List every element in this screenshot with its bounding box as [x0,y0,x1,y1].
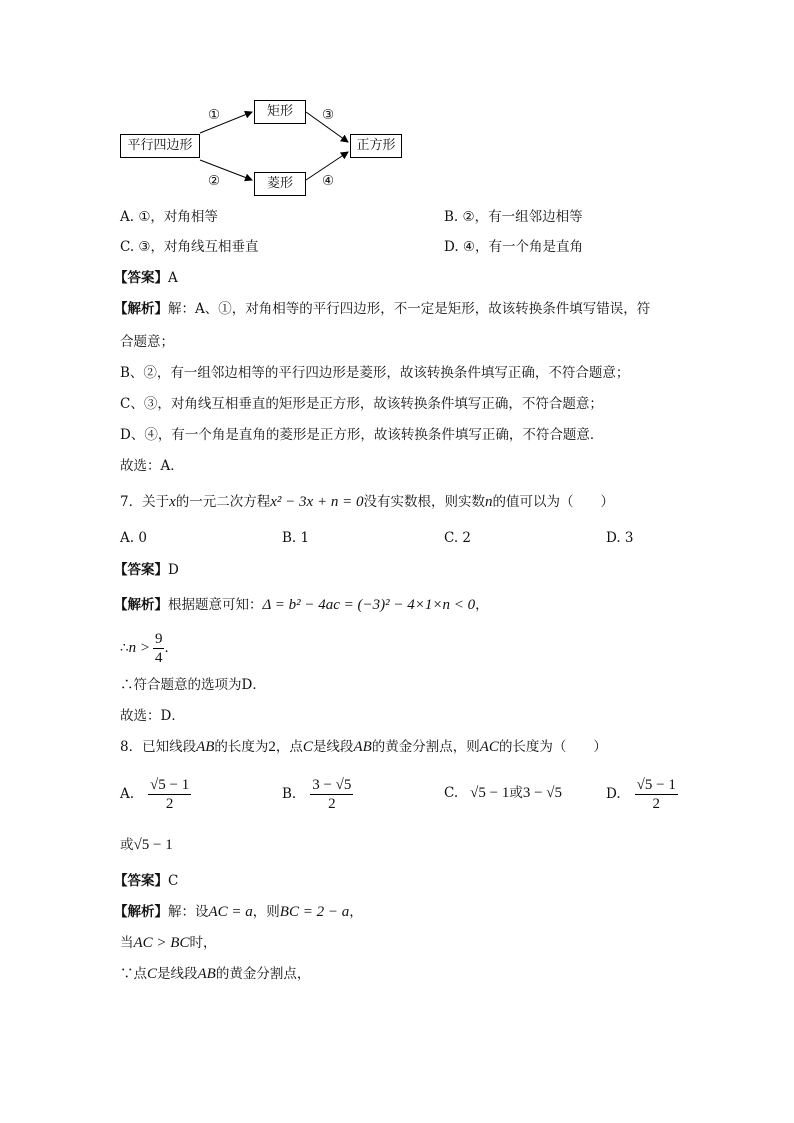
box-rectangle: 矩形 [254,100,306,124]
q7-analysis: 【解析】根据题意可知：Δ = b² − 4ac = (−3)² − 4×1×n < 0， [114,597,489,613]
q6-analysis-line3: B、②，有一组邻边相等的平行四边形是菱形，故该转换条件填写正确，不符合题意； [120,365,630,381]
q7-equation: x² − 3x + n = 0 [270,494,364,510]
q6-option-b: B. ②，有一组邻边相等 [444,209,583,225]
q8-option-b: B. $\frac{3 - √5}{2}$ [282,776,352,812]
answer-tag: 【答案】 [114,270,168,286]
box-rhombus: 菱形 [254,172,306,196]
q6-option-a: A. ①，对角相等 [120,209,218,225]
q8-when: 当AC > BC时， [120,935,217,951]
q7-question: 7．关于x的一元二次方程x² − 3x + n = 0没有实数根，则实数n的值可以为（ ） [120,494,614,510]
q6-answer [114,269,178,287]
analysis-tag: 【解析】 [114,301,168,317]
q6-option-c: C. ③，对角线互相垂直 [120,239,259,255]
q8-because: ∵点C是线段AB的黄金分割点， [120,966,311,982]
q6-analysis-line1: 【解析】解：A、①，对角相等的平行四边形，不一定是矩形，故该转换条件填写错误，符 [114,301,651,317]
arrow-label-1: ① [208,107,221,123]
q7-conclusion: 故选：D． [120,708,185,724]
box-square: 正方形 [350,134,402,158]
q7-option-c: C. 2 [444,530,472,546]
q7-fraction: $\frac{9}{4}$ [154,630,163,666]
q7-option-a: A. 0 [120,530,147,546]
q7-answer: 【答案】D [114,562,179,578]
box-parallelogram: 平行四边形 [120,134,200,158]
q7-therefore: ∴ n > $\frac{9}{4}$ ． [120,630,178,666]
q6-analysis-line2: 合题意； [120,334,174,350]
q6-conclusion: 故选：A． [120,458,184,474]
q8-option-c: C. √5 − 1或3 − √5 [444,785,563,801]
q6-analysis-line4: C、③，对角线互相垂直的矩形是正方形，故该转换条件填写正确，不符合题意； [120,396,603,412]
q8-answer: 【答案】C [114,873,179,889]
q7-option-b: B. 1 [282,530,310,546]
q8-option-d-continued: 或√5 − 1 [120,837,173,853]
q8-question: 8．已知线段AB的长度为2，点C是线段AB的黄金分割点，则AC的长度为（ ） [120,739,607,755]
q7-line3: ∴符合题意的选项为D． [120,677,266,693]
arrow-label-3: ③ [322,107,335,123]
arrow-label-2: ② [208,173,221,189]
q6-analysis-line5: D、④，有一个角是直角的菱形是正方形，故该转换条件填写正确，不符合题意． [120,427,604,443]
arrow-label-4: ④ [322,173,335,189]
q6-option-d: D. ④，有一个角是直角 [444,239,584,255]
q8-option-d: D. $\frac{√5 - 1}{2}$ [606,776,676,812]
quadrilateral-diagram [100,90,420,200]
q7-option-d: D. 3 [606,530,634,546]
answer-value: A [168,270,178,286]
q8-analysis: 【解析】解：设AC = a，则BC = 2 − a， [114,904,363,920]
q7-discriminant: Δ = b² − 4ac = (−3)² − 4×1×n < 0 [262,597,476,613]
q8-option-a: A. $\frac{√5 - 1}{2}$ [120,776,190,812]
